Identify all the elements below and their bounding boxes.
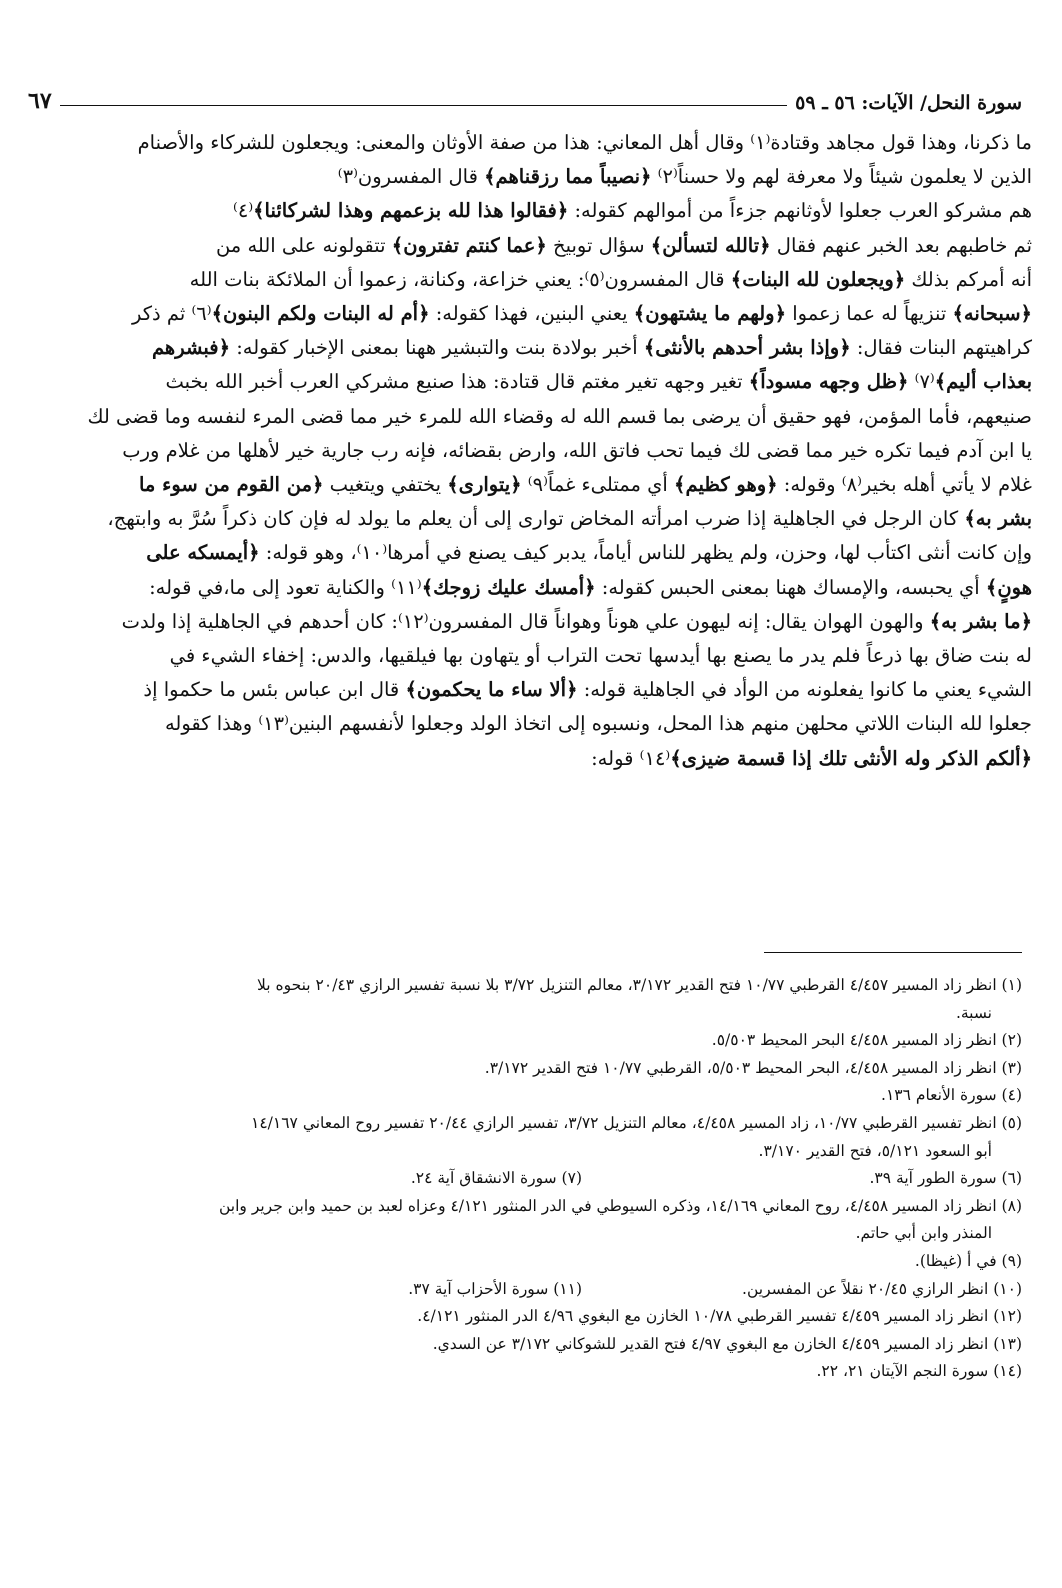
footnote-separator (764, 952, 1022, 953)
footnote-14: (١٤) سورة النجم الآيتان ٢١، ٢٢. (816, 1362, 1022, 1381)
footnote-2: (٢) انظر زاد المسير ٤/٤٥٨ البحر المحيط ٥/٥٠٣. (711, 1031, 1022, 1050)
quran-quote: ﴿ولهم ما يشتهون﴾ (633, 302, 787, 326)
text-line: وإن كانت أنثى اكتأب لها، وحزن، ولم يظهر للناس أياماً، يدبر كيف يصنع في أمرها⁽١٠⁾، وهو قوله: ﴿أيمسكه على (146, 541, 1032, 565)
footnotes (34, 972, 1022, 1386)
quran-quote: ﴿نصيباً مما رزقناهم﴾ (484, 165, 652, 189)
quran-quote: ﴿فقالوا هذا لله بزعمهم وهذا لشركائنا﴾ (253, 199, 569, 223)
quran-quote: ﴿ألا ساء ما يحكمون﴾ (405, 678, 578, 702)
footnote-13: (١٣) انظر زاد المسير ٤/٤٥٩ الخازن مع البغوي ٤/٩٧ فتح القدير للشوكاني ٣/١٧٢ عن السدي. (432, 1334, 1022, 1353)
text-line: الذين لا يعلمون شيئاً ولا معرفة لهم ولا حسناً⁽٢⁾ ﴿نصيباً مما رزقناهم﴾ قال المفسرون⁽٣⁾ (337, 165, 1032, 189)
quran-quote: ﴿وإذا بشر أحدهم بالأنثى﴾ (643, 336, 851, 360)
footnote-11: (١١) سورة الأحزاب آية ٣٧. (408, 1279, 582, 1298)
footnote-10: (١٠) انظر الرازي ٢٠/٤٥ نقلاً عن المفسرين. (742, 1279, 1022, 1298)
text-line: يا ابن آدم فيما تكره خير مما قضى لك فيما تحب فاتق الله، وارض بقضائه، فإنه رب جارية خير لأهلها من غلام ورب (122, 438, 1032, 462)
quran-quote: ﴿وهو كظيم﴾ (674, 473, 778, 497)
footnote-5: (٥) انظر تفسير القرطبي ١٠/٧٧، زاد المسير ٤/٤٥٨، معالم التنزيل ٣/٧٢، تفسير الرازي ٢٠/٤٤ تفسير روح المعاني ١٤/١٦٧ (251, 1113, 1022, 1132)
quran-quote: ﴿أمسك عليك زوجك﴾ (421, 575, 596, 599)
quran-quote: ﴿من القوم من سوء ما (138, 473, 324, 497)
quran-quote: ﴿فبشرهم (151, 336, 231, 360)
text-line: ﴿ألكم الذكر وله الأنثى تلك إذا قسمة ضيزى﴾⁽١٤⁾ قوله: (591, 746, 1032, 770)
footnote-row-6-7 (34, 1165, 1022, 1193)
quran-quote: بعذاب أليم﴾ (934, 370, 1032, 394)
page-header (28, 78, 1022, 114)
footnote-8: (٨) انظر زاد المسير ٤/٤٥٨، روح المعاني ١٤/١٦٩، وذكره السيوطي في الدر المنثور ٤/١٢١ وعزاه لعبد بن حميد وابن جرير وابن (218, 1196, 1022, 1215)
text-line: أنه أمركم بذلك ﴿ويجعلون لله البنات﴾ قال المفسرون⁽٥⁾: يعني خزاعة، وكنانة، زعموا أن الملائكة بنات الله (189, 267, 1032, 291)
quran-quote: ﴿تالله لتسألن﴾ (650, 233, 771, 257)
footnote-5-continuation: أبو السعود ٥/١٢١، فتح القدير ٣/١٧٠. (758, 1141, 992, 1160)
text-line: له بنت ضاق بها ذرعاً فلم يدر ما يصنع بها أيدسها تحت التراب أو يتهاون بها فيلقيها، والدس: إخفاء الشيء في (169, 644, 1032, 668)
quran-quote: ﴿أم له البنات ولكم البنون﴾ (211, 302, 430, 326)
footnote-1-continuation: نسبة. (955, 1003, 992, 1022)
main-text (28, 126, 1032, 776)
text-line: ما ذكرنا، وهذا قول مجاهد وقتادة⁽١⁾ وقال أهل المعاني: هذا من صفة الأوثان والمعنى: ويجعلون للشركاء والأصنام (137, 131, 1032, 154)
quran-quote: ﴿ظل وجهه مسوداً﴾ (748, 370, 909, 394)
quran-quote: هونٍ﴾ (985, 575, 1032, 599)
header-rule (60, 105, 788, 106)
quran-quote: ﴿ما بشر به﴾ (929, 609, 1032, 633)
running-title: سورة النحل/ الآيات: ٥٦ ـ ٥٩ (795, 92, 1022, 114)
text-line: جعلوا لله البنات اللاتي محلهن منهم هذا المحل، ونسبوه إلى اتخاذ الولد وجعلوا لأنفسهم البنين⁽١٣⁾ وهذا كقوله (164, 712, 1032, 736)
footnote-12: (١٢) انظر زاد المسير ٤/٤٥٩ تفسير القرطبي ١٠/٧٨ الخازن مع البغوي ٤/٩٦ الدر المنثور ٤/١٢١. (417, 1307, 1022, 1326)
footnote-4: (٤) سورة الأنعام ١٣٦. (881, 1086, 1022, 1105)
text-line: غلام لا يأتي أهله بخير⁽٨⁾ وقوله: ﴿وهو كظيم﴾ أي ممتلىء غماً⁽٩⁾ ﴿يتوارى﴾ يختفي ويتغيب ﴿من القوم من سوء ما (138, 473, 1032, 497)
text-line: ﴿سبحانه﴾ تنزيهاً له عما زعموا ﴿ولهم ما يشتهون﴾ يعني البنين، فهذا كقوله: ﴿أم له البنات ولكم البنون﴾⁽٦⁾ ثم ذكر (131, 302, 1032, 326)
quran-quote: ﴿سبحانه﴾ (952, 302, 1032, 326)
footnote-row-10-11 (34, 1276, 1022, 1304)
text-line: صنيعهم، فأما المؤمن، فهو حقيق أن يرضى بما قسم الله له وقضاء الله للمرء خير مما قضى المرء لنفسه وما قضى لك (87, 404, 1032, 428)
footnote-3: (٣) انظر زاد المسير ٤/٤٥٨، البحر المحيط ٥/٥٠٣، القرطبي ١٠/٧٧ فتح القدير ٣/١٧٢. (484, 1058, 1022, 1077)
footnote-7: (٧) سورة الانشقاق آية ٢٤. (410, 1169, 582, 1188)
footnote-8-continuation: المنذر وابن أبي حاتم. (855, 1224, 992, 1243)
quran-quote: ﴿ويجعلون لله البنات﴾ (730, 267, 906, 291)
quran-quote: ﴿عما كنتم تفترون﴾ (391, 233, 547, 257)
footnote-1: (١) انظر زاد المسير ٤/٤٥٧ القرطبي ١٠/٧٧ فتح القدير ٣/١٧٢، معالم التنزيل ٣/٧٢ بلا نسبة تفسير الرازي ٢٠/٤٣ بنحوه بلا (257, 976, 1022, 994)
quran-quote: ﴿أيمسكه على (146, 541, 260, 565)
quran-quote: ﴿ألكم الذكر وله الأنثى تلك إذا قسمة ضيزى﴾ (670, 746, 1032, 770)
quran-quote: بشر به﴾ (964, 507, 1032, 531)
quran-quote: ﴿يتوارى﴾ (447, 473, 522, 497)
text-line: ﴿ما بشر به﴾ والهون الهوان يقال: إنه ليهون علي هوناً وهواناً قال المفسرون⁽١٢⁾: كان أحدهم في الجاهلية إذا ولدت (121, 609, 1032, 633)
text-line: هونٍ﴾ أي يحبسه، والإمساك ههنا بمعنى الحبس كقوله: ﴿أمسك عليك زوجك﴾⁽١١⁾ والكناية تعود إلى ما،في قوله: (149, 575, 1032, 599)
text-line: كراهيتهم البنات فقال: ﴿وإذا بشر أحدهم بالأنثى﴾ أخبر بولادة بنت والتبشير ههنا بمعنى الإخبار كقوله: ﴿فبشرهم (151, 336, 1032, 360)
page-number: ٦٧ (28, 88, 52, 114)
text-line: بشر به﴾ كان الرجل في الجاهلية إذا ضرب امرأته المخاض توارى إلى أن يعلم ما يولد له فإن كان ذكراً سُرَّ به وابتهج، (107, 507, 1032, 531)
text-line: بعذاب أليم﴾⁽٧⁾ ﴿ظل وجهه مسوداً﴾ تغير وجهه تغير مغتم قال قتادة: هذا صنيع مشركي العرب أخبر الله بخبث (165, 370, 1032, 394)
text-line: ثم خاطبهم بعد الخبر عنهم فقال ﴿تالله لتسألن﴾ سؤال توبيخ ﴿عما كنتم تفترون﴾ تتقولونه على الله من (215, 233, 1032, 257)
footnote-6: (٦) سورة الطور آية ٣٩. (869, 1169, 1022, 1188)
text-line: الشيء يعني ما كانوا يفعلونه من الوأد في الجاهلية قوله: ﴿ألا ساء ما يحكمون﴾ قال ابن عباس بئس ما حكموا إذ (143, 678, 1032, 702)
text-line: هم مشركو العرب جعلوا لأوثانهم جزءاً من أموالهم كقوله: ﴿فقالوا هذا لله بزعمهم وهذا لشركائنا﴾⁽٤⁾ (233, 199, 1032, 223)
footnote-9: (٩) في أ (غيظا). (914, 1251, 1022, 1270)
